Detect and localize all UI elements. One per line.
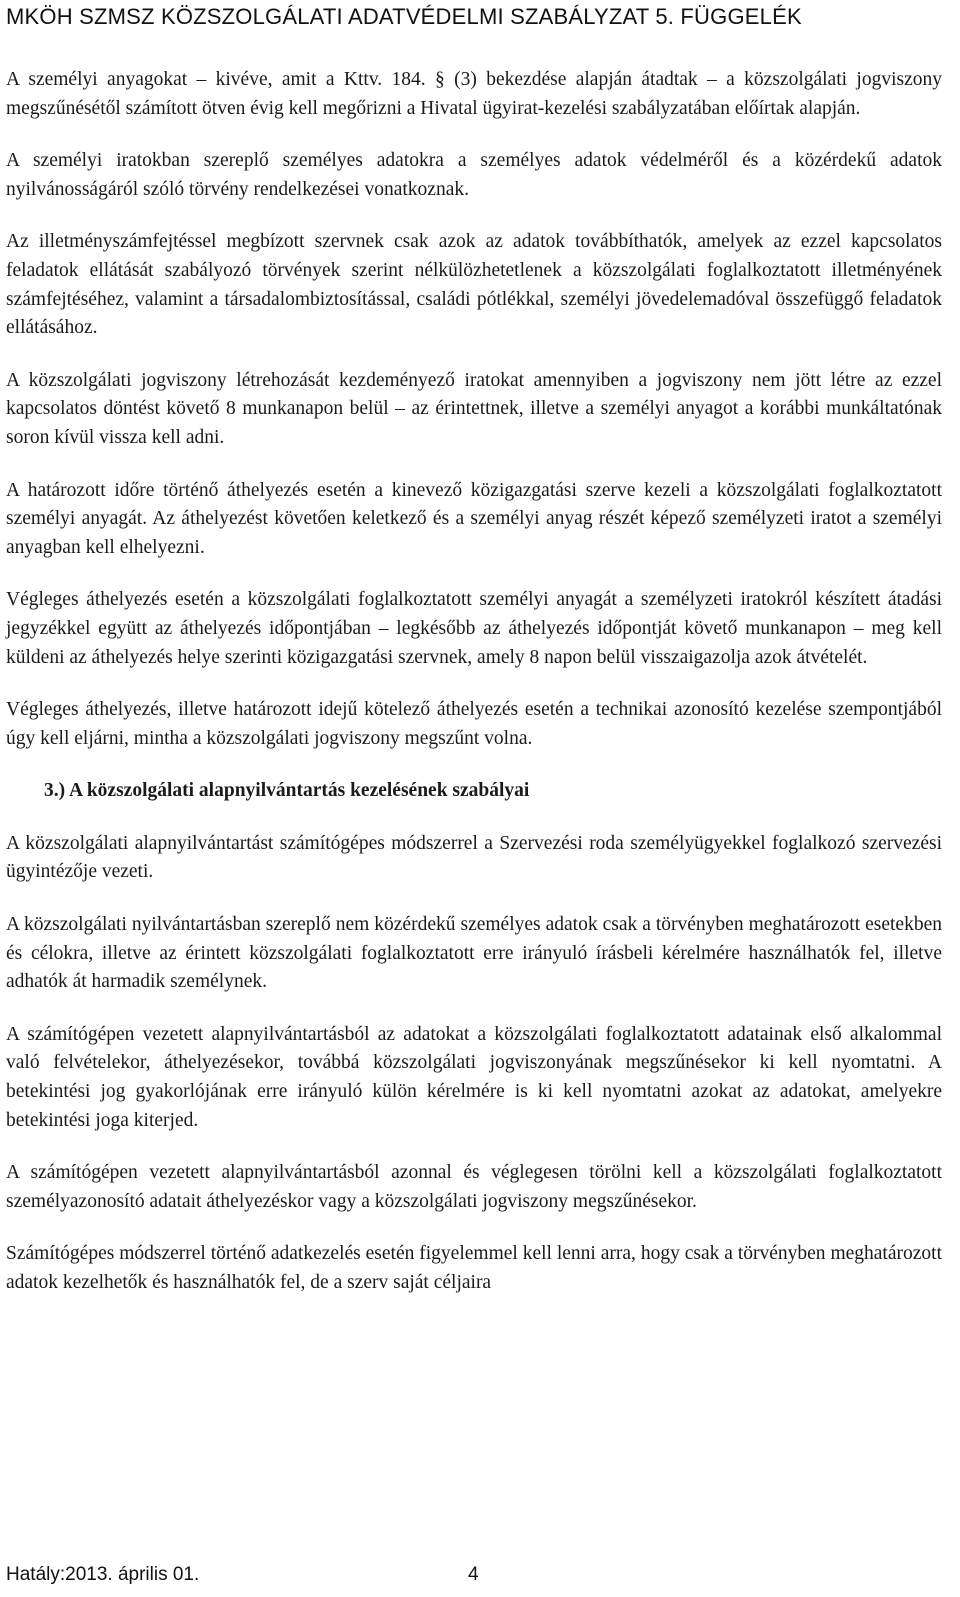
section-number: 3.) bbox=[44, 780, 66, 802]
page-number: 4 bbox=[468, 1564, 479, 1585]
paragraph: A közszolgálati jogviszony létrehozását kezdeményező iratokat amennyiben a jogviszony nem jött létre az ezzel kapcsolatos döntést követő 8 munkanapon belül – az érintettnek, illetve a személyi anyagot a korábbi munkáltatónak soron kívül vissza kell adni. bbox=[6, 369, 942, 448]
paragraph: Számítógépes módszerrel történő adatkezelés esetén figyelemmel kell lenni arra, hogy csak a törvényben meghatározott adatok kezelhetők és használhatók fel, de a szerv saját céljaira bbox=[6, 1243, 942, 1293]
paragraph: Végleges áthelyezés esetén a közszolgálati foglalkoztatott személyi anyagát a személyzeti iratokról készített átadási jegyzékkel együtt az áthelyezés időpontjában – legkésőbb az áthelyezés időpontját követő munkanapon – meg kell küldeni az áthelyezés helye szerinti közigazgatási szervnek, amely 8 napon belül visszaigazolja azok átvételét. bbox=[6, 589, 942, 668]
paragraph: A közszolgálati alapnyilvántartást számítógépes módszerrel a Szervezési roda személyügyekkel foglalkozó szervezési ügyintézője vezeti. bbox=[6, 832, 942, 883]
section-heading bbox=[6, 777, 942, 806]
paragraph: A számítógépen vezetett alapnyilvántartásból azonnal és véglegesen törölni kell a közszolgálati foglalkoztatott személyazonosító adatait áthelyezéskor vagy a közszolgálati jogviszony megszűnésekor. bbox=[6, 1162, 942, 1212]
paragraph: A számítógépen vezetett alapnyilvántartásból az adatokat a közszolgálati foglalkoztatott adatainak első alkalommal való felvételekor, áthelyezésekor, továbbá közszolgálati jogviszonyának megszűnésekor ki kell nyomtatni. A betekintési jog gyakorlójának erre irányuló külön kérelmére is ki kell nyomtatni azokat az adatokat, amelyekre betekintési joga kiterjed. bbox=[6, 1023, 942, 1131]
effective-date: Hatály:2013. április 01. bbox=[6, 1564, 200, 1585]
paragraph: A közszolgálati nyilvántartásban szereplő nem közérdekű személyes adatok csak a törvényben meghatározott esetekben és célokra, illetve az érintett közszolgálati foglalkoztatott erre irányuló írásbeli kérelmére használhatók fel, illetve adhatók át harmadik személynek. bbox=[6, 914, 942, 993]
document-title: MKÖH SZMSZ KÖZSZOLGÁLATI ADATVÉDELMI SZABÁLYZAT 5. FÜGGELÉK bbox=[6, 4, 802, 29]
paragraph: A személyi iratokban szereplő személyes adatokra a személyes adatok védelméről és a közérdekű adatok nyilvánosságáról szóló törvény rendelkezései vonatkoznak. bbox=[6, 150, 942, 200]
paragraph: Végleges áthelyezés, illetve határozott idejű kötelező áthelyezés esetén a technikai azonosító kezelése szempontjából úgy kell eljárni, mintha a közszolgálati jogviszony megszűnt volna. bbox=[6, 699, 942, 749]
paragraph: Az illetményszámfejtéssel megbízott szervnek csak azok az adatok továbbíthatók, amelyek az ezzel kapcsolatos feladatok ellátását szabályozó törvények szerint nélkülözhetetlenek a közszolgálati foglalkoztatott illetményének számfejtéséhez, valamint a társadalombiztosítással, családi pótlékkal, személyi jövedelemadóval összefüggő feladatok ellátásához. bbox=[6, 231, 942, 339]
paragraph: A határozott időre történő áthelyezés esetén a kinevező közigazgatási szerve kezeli a közszolgálati foglalkoztatott személyi anyagát. Az áthelyezést követően keletkező és a személyi anyag részét képező személyzeti iratot a személyi anyagban kell elhelyezni. bbox=[6, 479, 942, 558]
paragraph: A személyi anyagokat – kivéve, amit a Kttv. 184. § (3) bekezdése alapján átadtak – a közszolgálati jogviszony megszűnésétől számított ötven évig kell megőrizni a Hivatal ügyirat-kezelési szabályzatában előírtak alapján. bbox=[6, 69, 942, 119]
section-title: A közszolgálati alapnyilvántartás kezelésének szabályai bbox=[68, 780, 530, 802]
document-body bbox=[6, 66, 942, 1322]
document-header bbox=[6, 2, 946, 31]
